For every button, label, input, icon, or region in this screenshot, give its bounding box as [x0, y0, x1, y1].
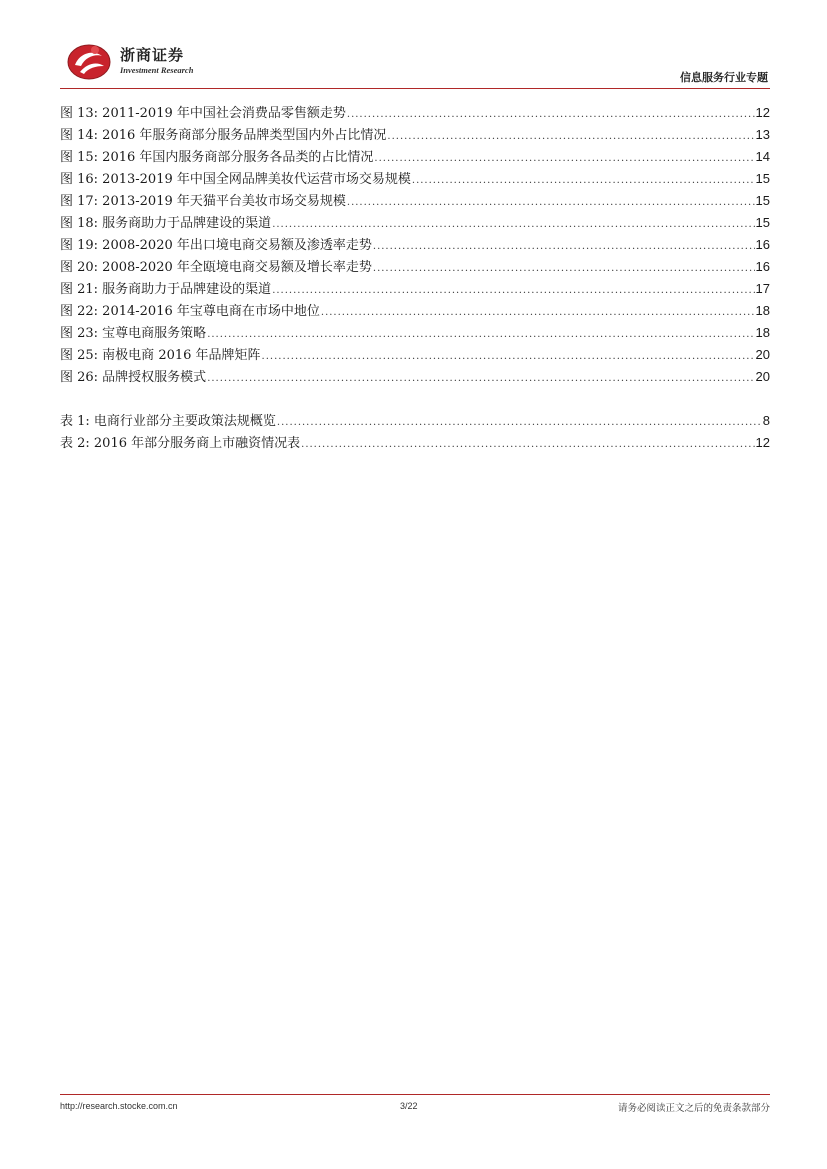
brand-name-chinese: 浙商证券	[120, 46, 185, 64]
dot-leader	[301, 434, 754, 456]
toc-entry-label: 图 16: 2013-2019 年中国全网品牌美妆代运营市场交易规模	[60, 172, 411, 187]
zheshang-logo-icon	[66, 38, 112, 82]
toc-entry[interactable]	[60, 168, 770, 190]
toc-entry[interactable]	[60, 146, 770, 168]
toc-entry-label: 图 15: 2016 年国内服务商部分服务各品类的占比情况	[60, 150, 374, 165]
toc-entry-label: 图 19: 2008-2020 年出口境电商交易额及渗透率走势	[60, 238, 372, 253]
dot-leader	[387, 126, 754, 148]
toc-entry[interactable]	[60, 344, 770, 366]
dot-leader	[321, 302, 755, 324]
toc-entry-label: 表 2: 2016 年部分服务商上市融资情况表	[60, 436, 301, 451]
page-header	[60, 38, 770, 88]
toc-entry-page: 12	[755, 105, 770, 120]
disclaimer-note: 请务必阅读正文之后的免责条款部分	[617, 1103, 770, 1114]
toc-entry-label: 图 18: 服务商助力于品牌建设的渠道	[60, 216, 272, 231]
toc-entry-label: 图 14: 2016 年服务商部分服务品牌类型国内外占比情况	[60, 128, 387, 143]
toc-entry[interactable]	[60, 410, 770, 432]
dot-leader	[207, 368, 754, 390]
toc-entry-label: 图 25: 南极电商 2016 年品牌矩阵	[60, 348, 261, 363]
toc-entry[interactable]	[60, 102, 770, 124]
toc-entry-page: 15	[755, 171, 770, 186]
toc-entry[interactable]	[60, 300, 770, 322]
toc-entry-page: 16	[755, 259, 770, 274]
toc-entry-page: 18	[755, 325, 770, 340]
brand-name-english: Investment Research	[120, 65, 194, 75]
page-number: 3/22	[400, 1101, 418, 1111]
toc-entry-page: 12	[755, 435, 770, 450]
dot-leader	[262, 346, 755, 368]
toc-entry-page: 20	[755, 347, 770, 362]
toc-entry[interactable]	[60, 366, 770, 388]
dot-leader	[374, 148, 754, 170]
toc-entry-label: 图 22: 2014-2016 年宝尊电商在市场中地位	[60, 304, 320, 319]
dot-leader	[373, 236, 755, 258]
toc-entry[interactable]	[60, 256, 770, 278]
dot-leader	[373, 258, 755, 280]
dot-leader	[272, 280, 754, 302]
toc-entry-label: 图 23: 宝尊电商服务策略	[60, 326, 207, 341]
toc-entry-page: 15	[755, 215, 770, 230]
dot-leader	[272, 214, 754, 236]
footer-divider	[60, 1094, 770, 1095]
header-divider	[60, 88, 770, 89]
dot-leader	[347, 192, 755, 214]
toc-entry[interactable]	[60, 212, 770, 234]
toc-entry-label: 表 1: 电商行业部分主要政策法规概览	[60, 414, 276, 429]
toc-entry-label: 图 21: 服务商助力于品牌建设的渠道	[60, 282, 272, 297]
toc-entry[interactable]	[60, 432, 770, 454]
dot-leader	[277, 412, 762, 434]
dot-leader	[412, 170, 755, 192]
toc-entry[interactable]	[60, 322, 770, 344]
toc-entry[interactable]	[60, 124, 770, 146]
toc-entry-label: 图 20: 2008-2020 年全瓯境电商交易额及增长率走势	[60, 260, 372, 275]
toc-entry-page: 8	[762, 413, 770, 428]
report-type-title: 信息服务行业专题	[680, 71, 768, 84]
dot-leader	[207, 324, 754, 346]
toc-entry[interactable]	[60, 190, 770, 212]
toc-entry-page: 13	[755, 127, 770, 142]
toc-entry[interactable]	[60, 234, 770, 256]
toc-entry-page: 14	[755, 149, 770, 164]
toc-entry-label: 图 13: 2011-2019 年中国社会消费品零售额走势	[60, 106, 346, 121]
toc-entry-page: 17	[755, 281, 770, 296]
toc-entry[interactable]	[60, 278, 770, 300]
toc-entry-page: 18	[755, 303, 770, 318]
figure-index-list	[60, 102, 770, 388]
toc-entry-page: 20	[755, 369, 770, 384]
footer-website-link[interactable]: http://research.stocke.com.cn	[60, 1101, 178, 1111]
table-index-list	[60, 410, 770, 454]
dot-leader	[347, 104, 755, 126]
toc-entry-page: 15	[755, 193, 770, 208]
toc-entry-page: 16	[755, 237, 770, 252]
toc-entry-label: 图 17: 2013-2019 年天猫平台美妆市场交易规模	[60, 194, 346, 209]
toc-entry-label: 图 26: 品牌授权服务模式	[60, 370, 207, 385]
